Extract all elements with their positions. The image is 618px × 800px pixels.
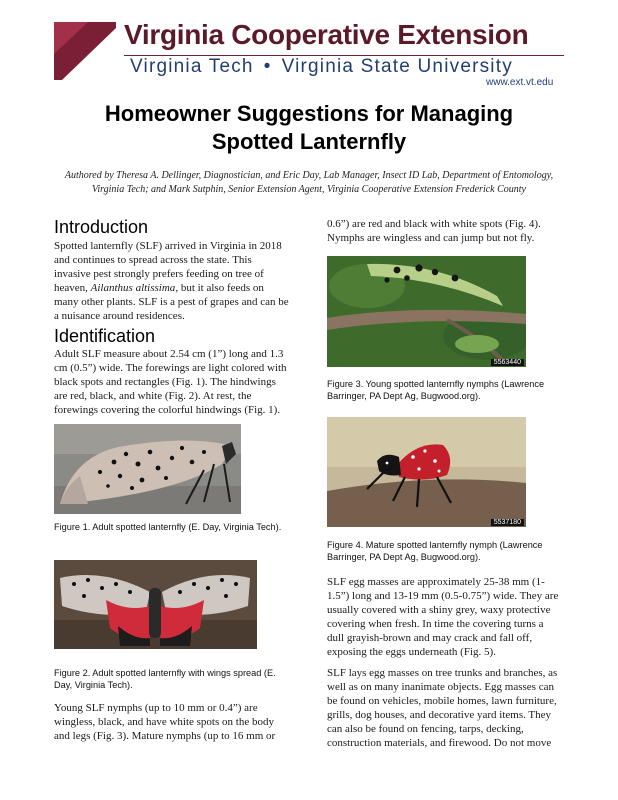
figure-3-caption: Figure 3. Young spotted lanternfly nymphs (Lawrence Barringer, PA Dept Ag, Bugwood.org). [327, 379, 545, 401]
figure-3-image-id: 5563440 [491, 359, 524, 366]
intro-text-2: , but it also feeds on many other plants. SLF is a pest of grapes and can be a nuisance around residences. [54, 282, 289, 322]
author-line-2: Virginia Tech; and Mark Sutphin, Senior Extension Agent, Virginia Cooperative Extension Frederick County [91, 184, 526, 195]
bullet-separator: • [263, 56, 272, 77]
org-name: Virginia Cooperative Extension [124, 19, 529, 50]
figure-3-photo [327, 256, 526, 367]
title-line-1: Homeowner Suggestions for Managing [104, 101, 514, 126]
egg-masses-paragraph: SLF egg masses are approximately 25-38 mm (1-1.5”) long and 13-19 mm (0.5-0.75”) wide. They are usually covered with a shiny grey, waxy protective covering when fresh. In time the covering turns a dull grayish-brown and may crack and fall off, exposing the eggs underneath (Fig. 5). [327, 576, 559, 658]
title-line-2: Spotted Lanternfly [211, 129, 407, 154]
identification-paragraph: Adult SLF measure about 2.54 cm (1”) long and 1.3 cm (0.5”) wide. The forewings are light colored with black spots and rectangles (Fig. 1). The hindwings are red, black, and white (Fig. 2). At rest, the forewings covering the colorful hindwings (Fig. 1). [54, 348, 287, 416]
author-line-1: Authored by Theresa A. Dellinger, Diagnostician, and Eric Day, Lab Manager, Insect ID Lab, Department of Entomology, [64, 170, 554, 181]
university-vt: Virginia Tech [130, 56, 254, 77]
document-title [0, 100, 618, 156]
university-vsu: Virginia State University [281, 56, 513, 77]
identification-heading: Identification [54, 326, 156, 346]
figure-2-photo [54, 560, 257, 649]
vce-logo-mark [54, 22, 116, 80]
figure-1-photo [54, 424, 241, 514]
scientific-name: Ailanthus altissima [90, 282, 176, 294]
website-link[interactable]: www.ext.vt.edu [486, 77, 554, 88]
nymphs-paragraph-continued: 0.6”) are red and black with white spots (Fig. 4). Nymphs are wingless and can jump but not fly. [327, 218, 541, 244]
egg-laying-paragraph: SLF lays egg masses on tree trunks and branches, as well as on many inanimate objects. Egg masses can be found on vehicles, mobile homes, lawn furniture, grills, dog houses, and decorative yard items. They can also be found on fencing, tarps, decking, construction materials, and firewood. Do not move [327, 667, 558, 749]
figure-1-caption: Figure 1. Adult spotted lanternfly (E. Day, Virginia Tech). [54, 522, 282, 532]
introduction-paragraph [54, 239, 290, 323]
figure-2-caption: Figure 2. Adult spotted lanternfly with wings spread (E. Day, Virginia Tech). [54, 668, 276, 690]
figure-4-photo [327, 417, 526, 527]
figure-4-caption: Figure 4. Mature spotted lanternfly nymph (Lawrence Barringer, PA Dept Ag, Bugwood.org). [327, 540, 543, 562]
figure-4-image-id: 5537180 [491, 519, 524, 526]
author-byline [48, 169, 570, 197]
intro-text-1: Spotted lanternfly (SLF) arrived in Virginia in 2018 and continues to spread across the state. This invasive pest strongly prefers feeding on tree of heaven, [54, 240, 282, 294]
university-line [130, 56, 513, 78]
introduction-heading: Introduction [54, 217, 149, 237]
nymphs-paragraph: Young SLF nymphs (up to 10 mm or 0.4”) are wingless, black, and have white spots on the body and legs (Fig. 3). Mature nymphs (up to 16 mm or [54, 702, 276, 742]
